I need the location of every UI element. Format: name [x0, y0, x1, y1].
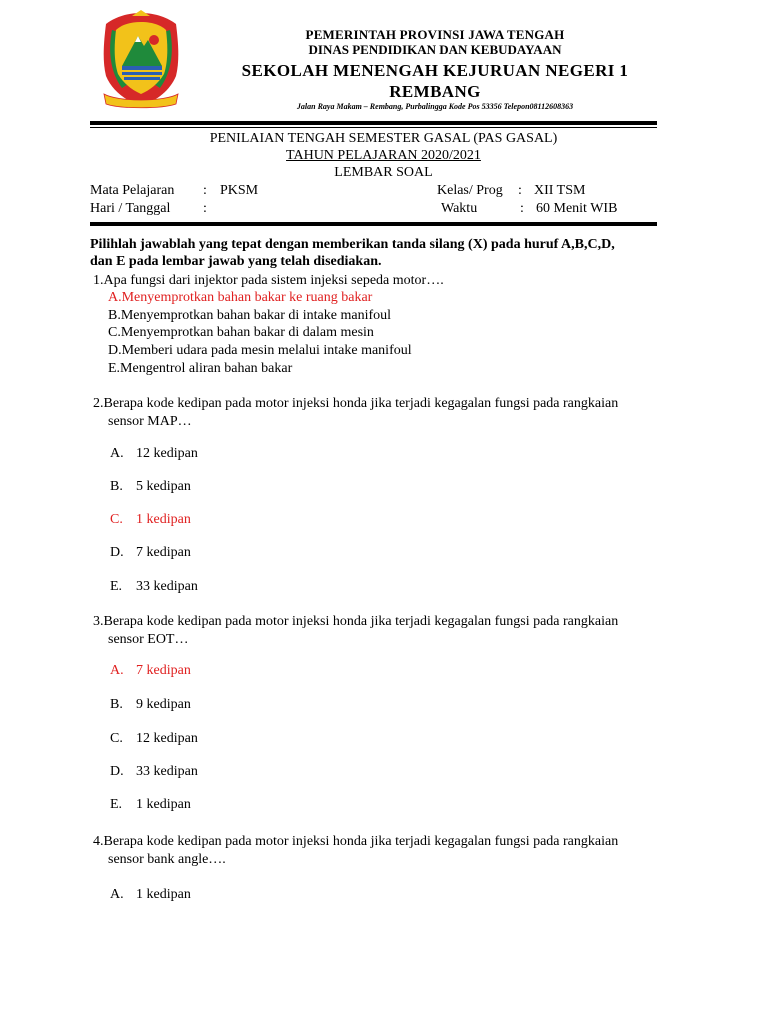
school-address: Jalan Raya Makam – Rembang, Purbalingga Kode Pos 53356 Telepon08112608363 [296, 102, 574, 111]
date-label: Hari / Tanggal [90, 201, 171, 216]
q2-option-d: 7 kedipan [136, 545, 191, 560]
question-2 [93, 395, 668, 431]
dept-name: DINAS PENDIDIKAN DAN KEBUDAYAAN [308, 42, 562, 57]
subject-label: Mata Pelajaran [90, 183, 175, 198]
q2-option-a-label: A. [110, 446, 124, 461]
q2-line-1: 2.Berapa kode kedipan pada motor injeksi honda jika terjadi kegagalan fungsi pada rangkaian [93, 396, 619, 411]
q3-option-d-label: D. [110, 764, 124, 779]
q2-option-a: 12 kedipan [136, 446, 198, 461]
q2-option-c: 1 kedipan [136, 512, 191, 527]
exam-sheet-label: LEMBAR SOAL [334, 165, 433, 180]
q3-option-a: 7 kedipan [136, 663, 191, 678]
q3-line-1: 3.Berapa kode kedipan pada motor injeksi honda jika terjadi kegagalan fungsi pada rangkaian [93, 614, 619, 629]
q2-option-b: 5 kedipan [136, 479, 191, 494]
instruction-line-1: Pilihlah jawablah yang tepat dengan memberikan tanda silang (X) pada huruf A,B,C,D, [90, 237, 615, 252]
date-sep: : [203, 201, 207, 216]
exam-year: TAHUN PELAJARAN 2020/2021 [286, 148, 481, 163]
header-rule-thick [90, 121, 657, 125]
school-name: SEKOLAH MENENGAH KEJURUAN NEGERI 1 [241, 61, 629, 80]
class-value: XII TSM [534, 183, 586, 198]
q3-option-e: 1 kedipan [136, 797, 191, 812]
q2-line-2: sensor MAP… [108, 414, 192, 429]
q3-option-e-label: E. [110, 797, 123, 812]
q3-option-a-label: A. [110, 663, 124, 678]
time-sep: : [520, 201, 524, 216]
q4-option-a-label: A. [110, 887, 124, 902]
q2-option-e: 33 kedipan [136, 579, 198, 594]
q3-option-c-label: C. [110, 731, 123, 746]
q4-line-1: 4.Berapa kode kedipan pada motor injeksi honda jika terjadi kegagalan fungsi pada rangkaian [93, 834, 619, 849]
instruction [90, 236, 670, 270]
class-sep: : [518, 183, 522, 198]
subject-sep: : [203, 183, 207, 198]
info-rule [90, 222, 657, 226]
jawa-tengah-emblem-icon [98, 10, 184, 110]
school-city: REMBANG [389, 82, 481, 101]
time-label: Waktu [441, 201, 478, 216]
q1-option-c: C.Menyemprotkan bahan bakar di dalam mesin [108, 325, 374, 340]
time-value: 60 Menit WIB [536, 201, 618, 216]
instruction-line-2: dan E pada lembar jawab yang telah disediakan. [90, 254, 382, 269]
q4-line-2: sensor bank angle…. [108, 852, 226, 867]
header-rule-thin [90, 127, 657, 128]
exam-title: PENILAIAN TENGAH SEMESTER GASAL (PAS GASAL) [209, 131, 558, 146]
q3-option-c: 12 kedipan [136, 731, 198, 746]
q1-option-e: E.Mengentrol aliran bahan bakar [108, 361, 293, 376]
q4-option-a: 1 kedipan [136, 887, 191, 902]
q1-option-d: D.Memberi udara pada mesin melalui intake manifoul [108, 343, 412, 358]
q2-option-c-label: C. [110, 512, 123, 527]
q2-option-b-label: B. [110, 479, 123, 494]
q3-option-b-label: B. [110, 697, 123, 712]
q2-option-e-label: E. [110, 579, 123, 594]
gov-name: PEMERINTAH PROVINSI JAWA TENGAH [305, 27, 565, 42]
q3-option-d: 33 kedipan [136, 764, 198, 779]
q2-option-d-label: D. [110, 545, 124, 560]
question-1: 1.Apa fungsi dari injektor pada sistem injeksi sepeda motor…. [93, 273, 444, 288]
q1-option-a: A.Menyemprotkan bahan bakar ke ruang bakar [108, 290, 373, 305]
subject-value: PKSM [220, 183, 259, 198]
q1-option-b: B.Menyemprotkan bahan bakar di intake manifoul [108, 308, 392, 323]
question-3 [93, 613, 668, 649]
q3-option-b: 9 kedipan [136, 697, 191, 712]
class-label: Kelas/ Prog [437, 183, 503, 198]
q3-line-2: sensor EOT… [108, 632, 189, 647]
question-4 [93, 833, 668, 869]
